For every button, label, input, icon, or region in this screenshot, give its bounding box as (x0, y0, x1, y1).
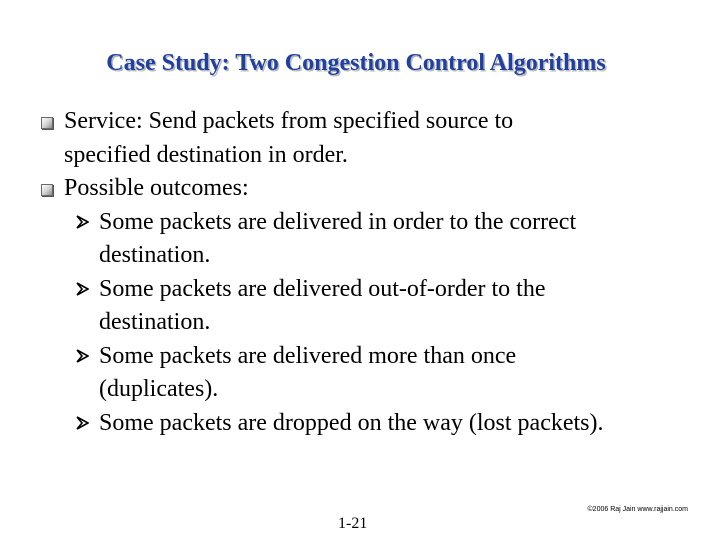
sub-bullet-item-in-order (0, 206, 720, 273)
sub-bullet-item-out-of-order (0, 273, 720, 340)
sub-bullet-text-line: Some packets are delivered in order to the correct (99, 208, 577, 235)
arrow-bullet-icon (76, 282, 89, 296)
arrow-bullet-icon (76, 416, 89, 430)
square-bullet-icon (41, 117, 53, 129)
bullet-text-line: specified destination in order. (64, 141, 348, 168)
bullet-list (0, 105, 720, 440)
bullet-item-service (0, 105, 720, 172)
copyright-footer: ©2006 Raj Jain www.rajjain.com (587, 506, 688, 513)
arrow-bullet-icon (76, 349, 89, 363)
arrow-bullet-icon (76, 215, 89, 229)
sub-bullet-text-line: Some packets are delivered out-of-order to the (99, 275, 546, 302)
sub-bullet-text-line: (duplicates). (99, 376, 219, 402)
bullet-text-line: Possible outcomes: (64, 175, 249, 201)
slide-title: Case Study: Two Congestion Control Algorithms (106, 50, 606, 76)
sub-bullet-item-duplicates (0, 340, 720, 407)
sub-bullet-text-line: Some packets are dropped on the way (lost packets). (99, 409, 604, 436)
page-number: 1-21 (338, 515, 368, 532)
sub-bullet-text-line: Some packets are delivered more than once (99, 342, 517, 369)
square-bullet-icon (41, 184, 53, 196)
bullet-text-line: Service: Send packets from specified source to (64, 108, 514, 134)
sub-bullet-text-line: destination. (99, 309, 211, 335)
bullet-item-outcomes (0, 172, 720, 206)
sub-bullet-text-line: destination. (99, 242, 211, 268)
sub-bullet-item-dropped (0, 407, 720, 441)
